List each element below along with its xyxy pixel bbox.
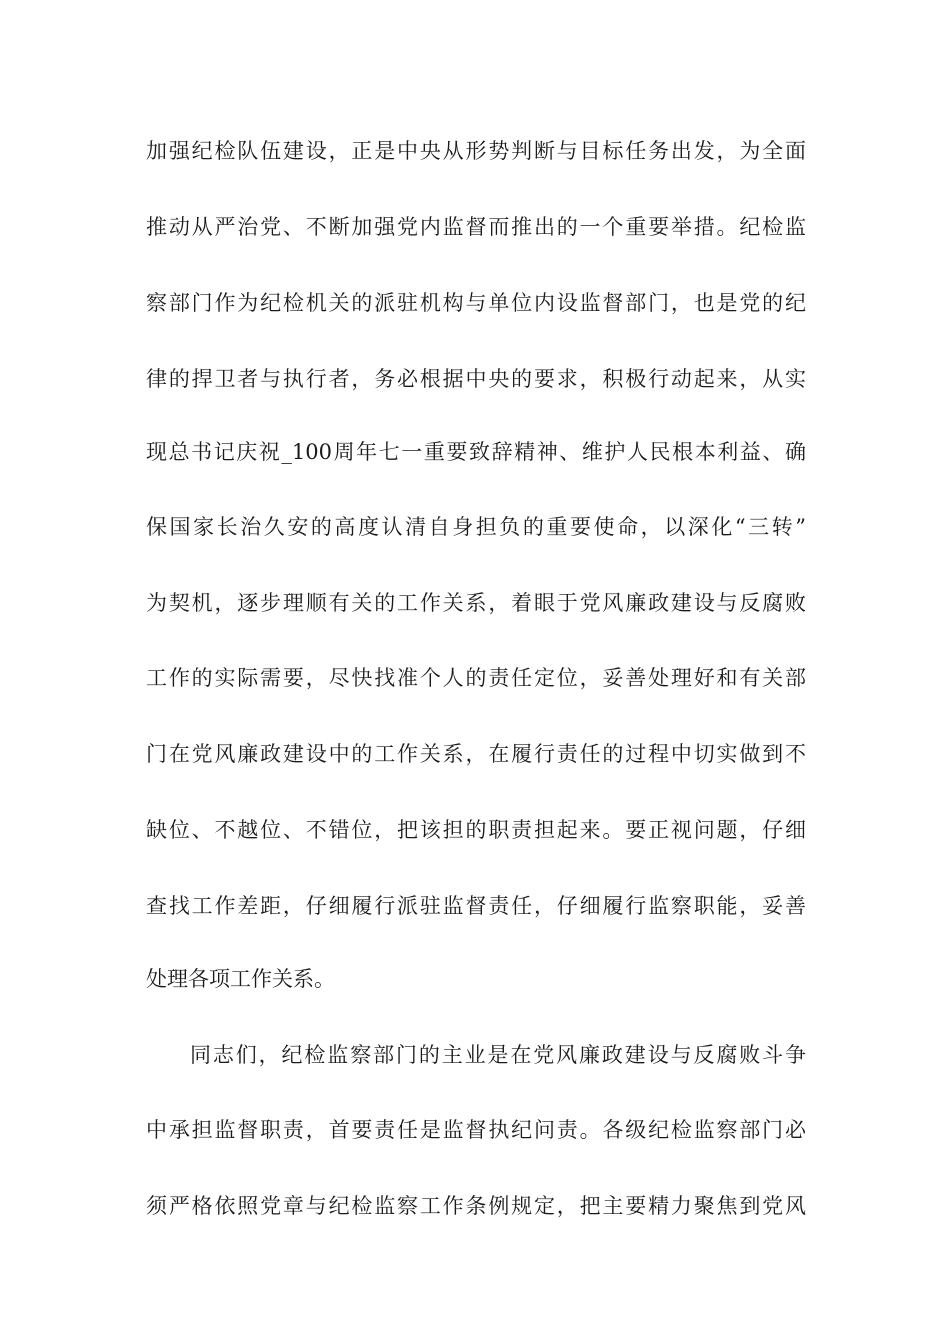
paragraph-line: 工作的实际需要，尽快找准个人的责任定位，妥善处理好和有关部 xyxy=(146,666,806,690)
paragraph-line: 处理各项工作关系。 xyxy=(146,967,335,991)
paragraph-line: 加强纪检队伍建设，正是中央从形势判断与目标任务出发，为全面 xyxy=(146,139,806,163)
paragraph-line: 须严格依照党章与纪检监察工作条例规定，把主要精力聚焦到党风 xyxy=(146,1194,806,1218)
paragraph-line: 察部门作为纪检机关的派驻机构与单位内设监督部门，也是党的纪 xyxy=(146,291,806,315)
paragraph-line: 保国家长治久安的高度认清自身担负的重要使命，以深化“三转” xyxy=(146,515,806,539)
paragraph-line: 为契机，逐步理顺有关的工作关系，着眼于党风廉政建设与反腐败 xyxy=(146,591,806,615)
paragraph-line: 现总书记庆祝_100周年七一重要致辞精神、维护人民根本利益、确 xyxy=(146,440,806,464)
paragraph-line: 同志们，纪检监察部门的主业是在党风廉政建设与反腐败斗争 xyxy=(190,1043,806,1067)
paragraph-line: 查找工作差距，仔细履行派驻监督责任，仔细履行监察职能，妥善 xyxy=(146,894,806,918)
paragraph-line: 律的捍卫者与执行者，务必根据中央的要求，积极行动起来，从实 xyxy=(146,367,806,391)
paragraph-line: 中承担监督职责，首要责任是监督执纪问责。各级纪检监察部门必 xyxy=(146,1118,806,1142)
paragraph-line: 门在党风廉政建设中的工作关系，在履行责任的过程中切实做到不 xyxy=(146,742,806,766)
paragraph-line: 推动从严治党、不断加强党内监督而推出的一个重要举措。纪检监 xyxy=(146,215,806,239)
paragraph-line: 缺位、不越位、不错位，把该担的职责担起来。要正视问题，仔细 xyxy=(146,818,806,842)
